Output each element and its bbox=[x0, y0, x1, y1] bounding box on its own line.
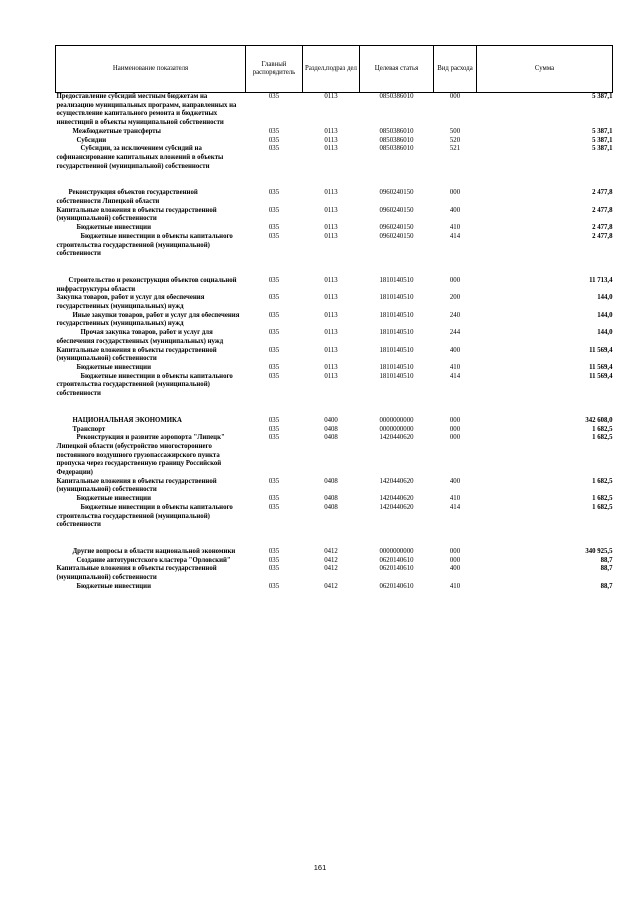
cell-sum: 1 682,5 bbox=[592, 434, 613, 442]
cell-name: Строительство и реконструкция объектов социальной инфраструктуры области bbox=[56, 276, 237, 293]
cell-sum: 11 569,4 bbox=[589, 346, 613, 354]
cell-sum: 2 477,8 bbox=[592, 189, 613, 197]
cell-target: 0000000000 bbox=[379, 425, 414, 433]
cell-name: Транспорт bbox=[72, 425, 106, 433]
cell-admin: 035 bbox=[268, 434, 280, 442]
cell-exp: 000 bbox=[449, 93, 461, 100]
cell-name: Бюджетные инвестиции bbox=[76, 224, 151, 232]
cell-exp: 414 bbox=[449, 372, 461, 380]
cell-target: 1810140510 bbox=[379, 329, 414, 337]
cell-name: Предоставление субсидий местным бюджетам на реализацию муниципальных программ, направленных на осуществление капитального ремонта и бюджетных инвестиций в объекты муниципальной собственности bbox=[56, 93, 237, 127]
cell-exp: 400 bbox=[449, 565, 461, 573]
cell-exp: 000 bbox=[449, 425, 461, 433]
table-row bbox=[56, 434, 613, 478]
cell-section: 0408 bbox=[324, 434, 338, 442]
table-row bbox=[56, 478, 613, 495]
cell-target: 1420440620 bbox=[379, 477, 414, 485]
cell-section: 0113 bbox=[324, 363, 338, 371]
cell-admin: 035 bbox=[268, 127, 280, 135]
cell-section: 0113 bbox=[324, 93, 338, 100]
table-row bbox=[56, 557, 613, 566]
cell-sum: 2 477,8 bbox=[592, 206, 613, 214]
cell-admin: 035 bbox=[268, 311, 280, 319]
cell-target: 0000000000 bbox=[379, 416, 414, 424]
cell-sum: 5 387,1 bbox=[592, 136, 613, 144]
cell-name: НАЦИОНАЛЬНАЯ ЭКОНОМИКА bbox=[72, 416, 182, 424]
cell-sum: 340 925,5 bbox=[585, 547, 613, 555]
cell-exp: 244 bbox=[449, 329, 461, 337]
table-row bbox=[56, 530, 613, 557]
cell-section: 0412 bbox=[324, 582, 338, 590]
cell-exp: 500 bbox=[449, 127, 461, 135]
cell-target: 1420440620 bbox=[379, 503, 414, 511]
cell-sum: 11 713,4 bbox=[589, 276, 613, 284]
cell-name: Бюджетные инвестиции в объекты капитального строительства государственной (муниципальной) собственности bbox=[56, 232, 233, 258]
cell-exp: 000 bbox=[449, 547, 461, 555]
cell-admin: 035 bbox=[268, 232, 280, 240]
cell-sum: 11 569,4 bbox=[589, 363, 613, 371]
cell-admin: 035 bbox=[268, 329, 280, 337]
table-row bbox=[56, 373, 613, 399]
cell-sum: 5 387,1 bbox=[592, 93, 613, 100]
cell-exp: 400 bbox=[449, 206, 461, 214]
cell-sum: 1 682,5 bbox=[592, 503, 613, 511]
cell-admin: 035 bbox=[268, 206, 280, 214]
cell-section: 0412 bbox=[324, 556, 338, 564]
cell-name: Капитальные вложения в объекты государственной (муниципальной) собственности bbox=[56, 477, 217, 494]
cell-name: Бюджетные инвестиции в объекты капитального строительства государственной (муниципальной) собственности bbox=[56, 372, 233, 398]
table-row bbox=[56, 364, 613, 373]
cell-target: 1810140510 bbox=[379, 311, 414, 319]
cell-admin: 035 bbox=[268, 477, 280, 485]
table-row bbox=[56, 224, 613, 233]
cell-target: 0960240150 bbox=[379, 224, 414, 232]
cell-admin: 035 bbox=[268, 582, 280, 590]
cell-name: Субсидии, за исключением субсидий на софинансирование капитальных вложений в объекты государственной (муниципальной) собственности bbox=[56, 145, 224, 170]
page-number: 161 bbox=[313, 863, 327, 872]
cell-name: Капитальные вложения в объекты государственной (муниципальной) собственности bbox=[56, 206, 217, 223]
cell-name: Иные закупки товаров, работ и услуг для обеспечения государственных (муниципальных) нужд bbox=[56, 311, 240, 328]
cell-target: 1810140510 bbox=[379, 294, 414, 302]
cell-section: 0113 bbox=[324, 189, 338, 197]
table-header-row bbox=[56, 46, 613, 93]
cell-target: 0960240150 bbox=[379, 206, 414, 214]
header-expense-type: Вид расхода bbox=[434, 46, 477, 93]
header-sum: Сумма bbox=[477, 46, 613, 93]
cell-sum: 1 682,5 bbox=[592, 477, 613, 485]
table-row bbox=[56, 145, 613, 171]
cell-admin: 035 bbox=[268, 93, 280, 100]
table-row bbox=[56, 171, 613, 206]
cell-section: 0113 bbox=[324, 232, 338, 240]
cell-sum: 2 477,8 bbox=[592, 232, 613, 240]
cell-exp: 400 bbox=[449, 346, 461, 354]
cell-section: 0113 bbox=[324, 224, 338, 232]
cell-section: 0113 bbox=[324, 311, 338, 319]
table-row bbox=[56, 565, 613, 582]
cell-section: 0408 bbox=[324, 477, 338, 485]
cell-exp: 410 bbox=[449, 224, 461, 232]
cell-section: 0412 bbox=[324, 565, 338, 573]
cell-sum: 11 569,4 bbox=[589, 372, 613, 380]
table-row bbox=[56, 426, 613, 435]
cell-exp: 521 bbox=[449, 145, 461, 153]
table-row bbox=[56, 294, 613, 311]
cell-section: 0412 bbox=[324, 547, 338, 555]
cell-target: 0620140610 bbox=[379, 582, 414, 590]
header-name: Наименование показателя bbox=[56, 46, 246, 93]
table-row bbox=[56, 128, 613, 137]
cell-admin: 035 bbox=[268, 503, 280, 511]
cell-sum: 2 477,8 bbox=[592, 224, 613, 232]
header-section: Раздел,подраз дел bbox=[303, 46, 360, 93]
cell-exp: 000 bbox=[449, 416, 461, 424]
cell-target: 0000000000 bbox=[379, 547, 414, 555]
table-row bbox=[56, 312, 613, 329]
cell-target: 0850386010 bbox=[379, 145, 414, 153]
cell-section: 0408 bbox=[324, 495, 338, 503]
cell-exp: 000 bbox=[449, 434, 461, 442]
cell-section: 0113 bbox=[324, 206, 338, 214]
table-row bbox=[56, 583, 613, 592]
cell-admin: 035 bbox=[268, 363, 280, 371]
cell-name: Прочая закупка товаров, работ и услуг для обеспечения государственных (муниципальных) нужд bbox=[56, 329, 224, 345]
cell-target: 1420440620 bbox=[379, 495, 414, 503]
cell-sum: 144,0 bbox=[597, 329, 613, 337]
cell-section: 0113 bbox=[324, 127, 338, 135]
cell-target: 0620140610 bbox=[379, 556, 414, 564]
cell-admin: 035 bbox=[268, 425, 280, 433]
cell-exp: 414 bbox=[449, 503, 461, 511]
cell-target: 0960240150 bbox=[379, 232, 414, 240]
cell-section: 0113 bbox=[324, 346, 338, 354]
table-row bbox=[56, 93, 613, 128]
table-row bbox=[56, 504, 613, 530]
cell-exp: 000 bbox=[449, 189, 461, 197]
cell-target: 0850386010 bbox=[379, 93, 414, 100]
cell-target: 0960240150 bbox=[379, 189, 414, 197]
cell-name: Создание автотуристского кластера "Орловский" bbox=[76, 556, 231, 564]
cell-exp: 000 bbox=[449, 276, 461, 284]
cell-admin: 035 bbox=[268, 416, 280, 424]
cell-name: Закупка товаров, работ и услуг для обеспечения государственных (муниципальных) нужд bbox=[56, 294, 205, 311]
cell-exp: 410 bbox=[449, 582, 461, 590]
cell-name: Бюджетные инвестиции bbox=[76, 495, 151, 503]
cell-target: 0850386010 bbox=[379, 136, 414, 144]
cell-name: Другие вопросы в области национальной экономики bbox=[72, 547, 236, 555]
cell-section: 0113 bbox=[324, 372, 338, 380]
cell-exp: 240 bbox=[449, 311, 461, 319]
cell-admin: 035 bbox=[268, 346, 280, 354]
cell-name: Реконструкция и развитие аэропорта "Липецк" Липецкой области (обустройство многостороннего постоянного воздушного грузопассажирского пункта пропуска через государственную границу Российской Федерации) bbox=[56, 434, 225, 477]
cell-target: 1420440620 bbox=[379, 434, 414, 442]
cell-admin: 035 bbox=[268, 224, 280, 232]
cell-admin: 035 bbox=[268, 495, 280, 503]
cell-exp: 200 bbox=[449, 294, 461, 302]
table-row bbox=[56, 259, 613, 294]
table-row bbox=[56, 329, 613, 346]
table-row bbox=[56, 495, 613, 504]
cell-admin: 035 bbox=[268, 556, 280, 564]
cell-admin: 035 bbox=[268, 372, 280, 380]
cell-name: Капитальные вложения в объекты государственной (муниципальной) собственности bbox=[56, 565, 217, 582]
cell-admin: 035 bbox=[268, 145, 280, 153]
cell-section: 0408 bbox=[324, 503, 338, 511]
cell-name: Субсидии bbox=[76, 136, 107, 144]
cell-target: 0620140610 bbox=[379, 565, 414, 573]
cell-exp: 410 bbox=[449, 363, 461, 371]
cell-section: 0113 bbox=[324, 276, 338, 284]
cell-section: 0113 bbox=[324, 294, 338, 302]
table-row bbox=[56, 137, 613, 146]
cell-exp: 400 bbox=[449, 477, 461, 485]
cell-sum: 88,7 bbox=[600, 565, 613, 573]
cell-name: Бюджетные инвестиции bbox=[76, 582, 151, 590]
header-admin: Главный распорядитель bbox=[246, 46, 303, 93]
cell-name: Реконструкция объектов государственной собственности Липецкой области bbox=[56, 189, 198, 206]
cell-sum: 1 682,5 bbox=[592, 495, 613, 503]
cell-target: 1810140510 bbox=[379, 372, 414, 380]
cell-exp: 000 bbox=[449, 556, 461, 564]
table-row bbox=[56, 233, 613, 259]
cell-target: 0850386010 bbox=[379, 127, 414, 135]
cell-admin: 035 bbox=[268, 189, 280, 197]
cell-sum: 5 387,1 bbox=[592, 127, 613, 135]
cell-sum: 88,7 bbox=[600, 556, 613, 564]
cell-exp: 414 bbox=[449, 232, 461, 240]
cell-sum: 144,0 bbox=[597, 311, 613, 319]
budget-table-sheet bbox=[55, 45, 612, 591]
cell-sum: 342 608,0 bbox=[585, 416, 613, 424]
cell-admin: 035 bbox=[268, 565, 280, 573]
header-target: Целевая статья bbox=[360, 46, 434, 93]
cell-sum: 1 682,5 bbox=[592, 425, 613, 433]
cell-name: Капитальные вложения в объекты государственной (муниципальной) собственности bbox=[56, 346, 217, 363]
cell-admin: 035 bbox=[268, 136, 280, 144]
cell-section: 0113 bbox=[324, 329, 338, 337]
table-row bbox=[56, 347, 613, 364]
cell-sum: 144,0 bbox=[597, 294, 613, 302]
budget-table bbox=[55, 45, 613, 591]
cell-target: 1810140510 bbox=[379, 346, 414, 354]
cell-target: 1810140510 bbox=[379, 363, 414, 371]
table-row bbox=[56, 399, 613, 426]
cell-section: 0400 bbox=[324, 416, 338, 424]
table-row bbox=[56, 207, 613, 224]
cell-sum: 5 387,1 bbox=[592, 145, 613, 153]
cell-section: 0408 bbox=[324, 425, 338, 433]
cell-admin: 035 bbox=[268, 276, 280, 284]
cell-name: Бюджетные инвестиции в объекты капитального строительства государственной (муниципальной) собственности bbox=[56, 503, 233, 529]
cell-admin: 035 bbox=[268, 547, 280, 555]
cell-section: 0113 bbox=[324, 136, 338, 144]
cell-sum: 88,7 bbox=[600, 582, 613, 590]
cell-name: Межбюджетные трансферты bbox=[72, 127, 161, 135]
cell-name: Бюджетные инвестиции bbox=[76, 363, 151, 371]
cell-exp: 410 bbox=[449, 495, 461, 503]
cell-target: 1810140510 bbox=[379, 276, 414, 284]
cell-section: 0113 bbox=[324, 145, 338, 153]
cell-admin: 035 bbox=[268, 294, 280, 302]
cell-exp: 520 bbox=[449, 136, 461, 144]
